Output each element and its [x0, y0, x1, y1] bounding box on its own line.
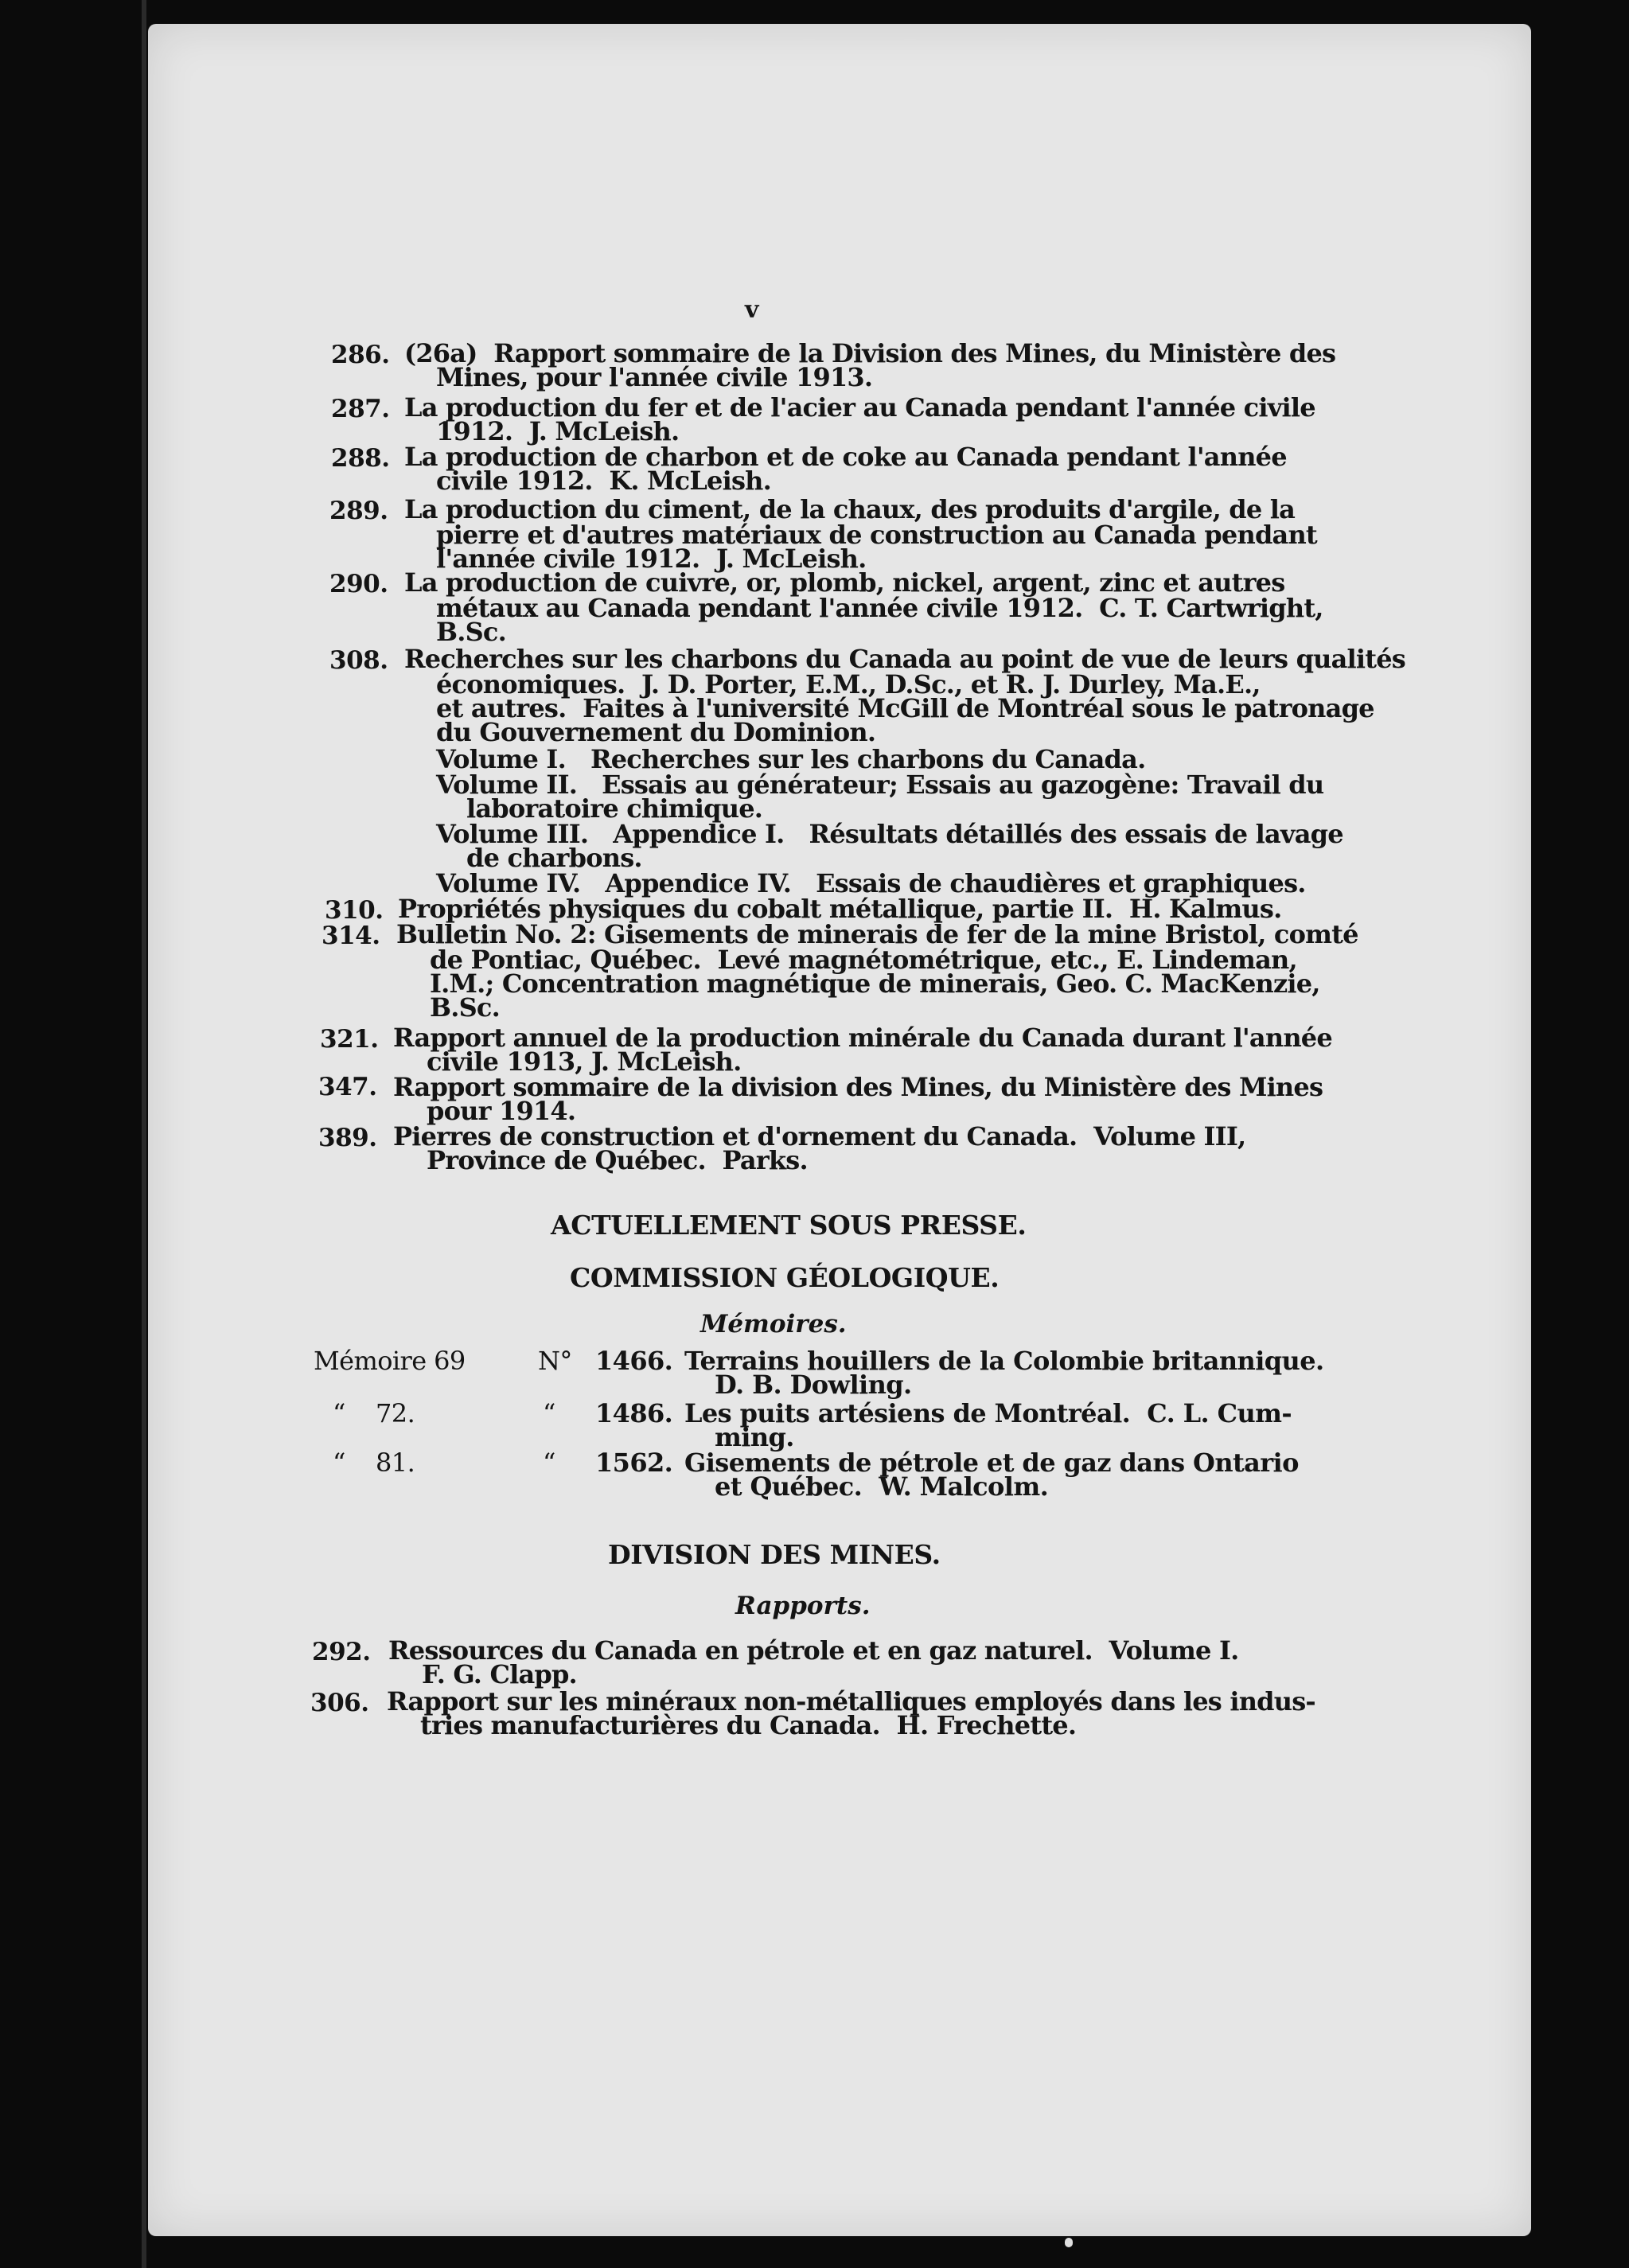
- entry-number: 314.: [322, 922, 380, 950]
- section-heading: DIVISION DES MINES.: [608, 1539, 941, 1570]
- memoire-line: D. B. Dowling.: [715, 1370, 912, 1400]
- memoire-label: “ 72.: [333, 1398, 415, 1428]
- volume-line: de charbons.: [466, 843, 642, 873]
- entry-line: de Pontiac, Québec. Levé magnétométrique, etc., E. Lindeman,: [430, 945, 1297, 975]
- volume-line: Volume I. Recherches sur les charbons du Canada.: [436, 744, 1146, 774]
- entry-number: 287.: [331, 395, 390, 423]
- memoire-line: Terrains houillers de la Colombie britannique.: [684, 1346, 1324, 1376]
- section-heading: COMMISSION GÉOLOGIQUE.: [570, 1262, 1000, 1293]
- memoire-line: et Québec. W. Malcolm.: [715, 1471, 1049, 1502]
- entry-number: 286.: [331, 341, 390, 369]
- entry-line: Mines, pour l'année civile 1913.: [436, 362, 873, 392]
- entry-line: pour 1914.: [427, 1096, 576, 1126]
- entry-line: B.Sc.: [430, 992, 500, 1023]
- volume-line: laboratoire chimique.: [466, 793, 763, 824]
- entry-line: et autres. Faites à l'université McGill de Montréal sous le patronage: [436, 693, 1374, 723]
- entry-line: Rapport annuel de la production minérale du Canada durant l'année: [393, 1023, 1332, 1053]
- entry-line: du Gouvernement du Dominion.: [436, 717, 876, 747]
- entry-line: pierre et d'autres matériaux de construction au Canada pendant: [436, 520, 1317, 550]
- memoire-prefix: N°: [538, 1346, 572, 1376]
- entry-line: (26a) Rapport sommaire de la Division des Mines, du Ministère des: [404, 338, 1336, 368]
- entry-line: La production du ciment, de la chaux, des produits d'argile, de la: [404, 494, 1296, 524]
- section-heading: ACTUELLEMENT SOUS PRESSE.: [551, 1210, 1027, 1241]
- entry-number: 347.: [318, 1073, 377, 1101]
- memoire-prefix: “: [543, 1448, 555, 1478]
- rapport-number: 292.: [312, 1638, 371, 1666]
- volume-line: Volume IV. Appendice IV. Essais de chaudières et graphiques.: [436, 868, 1306, 898]
- volume-line: Volume II. Essais au générateur; Essais au gazogène: Travail du: [436, 770, 1324, 800]
- entry-number: 288.: [331, 444, 390, 473]
- rapport-line: tries manufacturières du Canada. H. Frechette.: [420, 1710, 1077, 1740]
- memoire-number: 1562.: [595, 1448, 673, 1478]
- entry-line: Propriétés physiques du cobalt métallique, partie II. H. Kalmus.: [398, 894, 1282, 924]
- entry-line: Bulletin No. 2: Gisements de minerais de fer de la mine Bristol, comté: [396, 919, 1358, 949]
- entry-number: 289.: [329, 497, 388, 525]
- memoire-prefix: “: [543, 1398, 555, 1428]
- entry-line: Rapport sommaire de la division des Mines, du Ministère des Mines: [393, 1072, 1323, 1102]
- entry-line: B.Sc.: [436, 617, 506, 647]
- entry-line: La production de charbon et de coke au Canada pendant l'année: [404, 442, 1287, 472]
- rapport-line: Rapport sur les minéraux non-métalliques employés dans les indus-: [387, 1686, 1315, 1717]
- memoire-number: 1466.: [595, 1346, 673, 1376]
- entry-line: La production du fer et de l'acier au Canada pendant l'année civile: [404, 392, 1315, 423]
- memoire-label: Mémoire 69: [314, 1346, 466, 1376]
- entry-number: 310.: [325, 896, 384, 925]
- memoire-number: 1486.: [595, 1398, 673, 1428]
- rapport-line: F. G. Clapp.: [422, 1659, 577, 1689]
- entry-line: Recherches sur les charbons du Canada au point de vue de leurs qualités: [404, 644, 1406, 674]
- section-subheading: Rapports.: [735, 1592, 871, 1620]
- section-subheading: Mémoires.: [700, 1310, 847, 1339]
- memoire-line: Gisements de pétrole et de gaz dans Ontario: [684, 1448, 1299, 1478]
- page-number: v: [745, 296, 758, 324]
- entry-number: 290.: [329, 570, 388, 598]
- entry-line: 1912. J. McLeish.: [436, 416, 680, 446]
- memoire-line: Les puits artésiens de Montréal. C. L. Cum-: [684, 1398, 1292, 1428]
- rapport-number: 306.: [310, 1689, 369, 1717]
- entry-line: Pierres de construction et d'ornement du Canada. Volume III,: [393, 1121, 1246, 1152]
- entry-line: I.M.; Concentration magnétique de minerais, Geo. C. MacKenzie,: [430, 968, 1320, 999]
- memoire-label: “ 81.: [333, 1448, 415, 1478]
- entry-line: l'année civile 1912. J. McLeish.: [436, 544, 867, 574]
- entry-number: 321.: [320, 1025, 379, 1054]
- entry-line: civile 1913, J. McLeish.: [427, 1046, 742, 1077]
- memoire-line: ming.: [715, 1422, 794, 1452]
- volume-line: Volume III. Appendice I. Résultats détaillés des essais de lavage: [436, 819, 1343, 849]
- scan-artifact-dot: [1065, 2238, 1073, 2247]
- rapport-line: Ressources du Canada en pétrole et en gaz naturel. Volume I.: [388, 1635, 1239, 1666]
- entry-line: métaux au Canada pendant l'année civile 1912. C. T. Cartwright,: [436, 593, 1323, 623]
- scan-edge-line: [142, 0, 146, 2268]
- entry-number: 389.: [318, 1124, 377, 1152]
- entry-line: civile 1912. K. McLeish.: [436, 466, 771, 496]
- entry-line: économiques. J. D. Porter, E.M., D.Sc., et R. J. Durley, Ma.E.,: [436, 669, 1261, 699]
- entry-line: La production de cuivre, or, plomb, nickel, argent, zinc et autres: [404, 567, 1285, 598]
- entry-number: 308.: [329, 646, 388, 675]
- entry-line: Province de Québec. Parks.: [427, 1145, 808, 1175]
